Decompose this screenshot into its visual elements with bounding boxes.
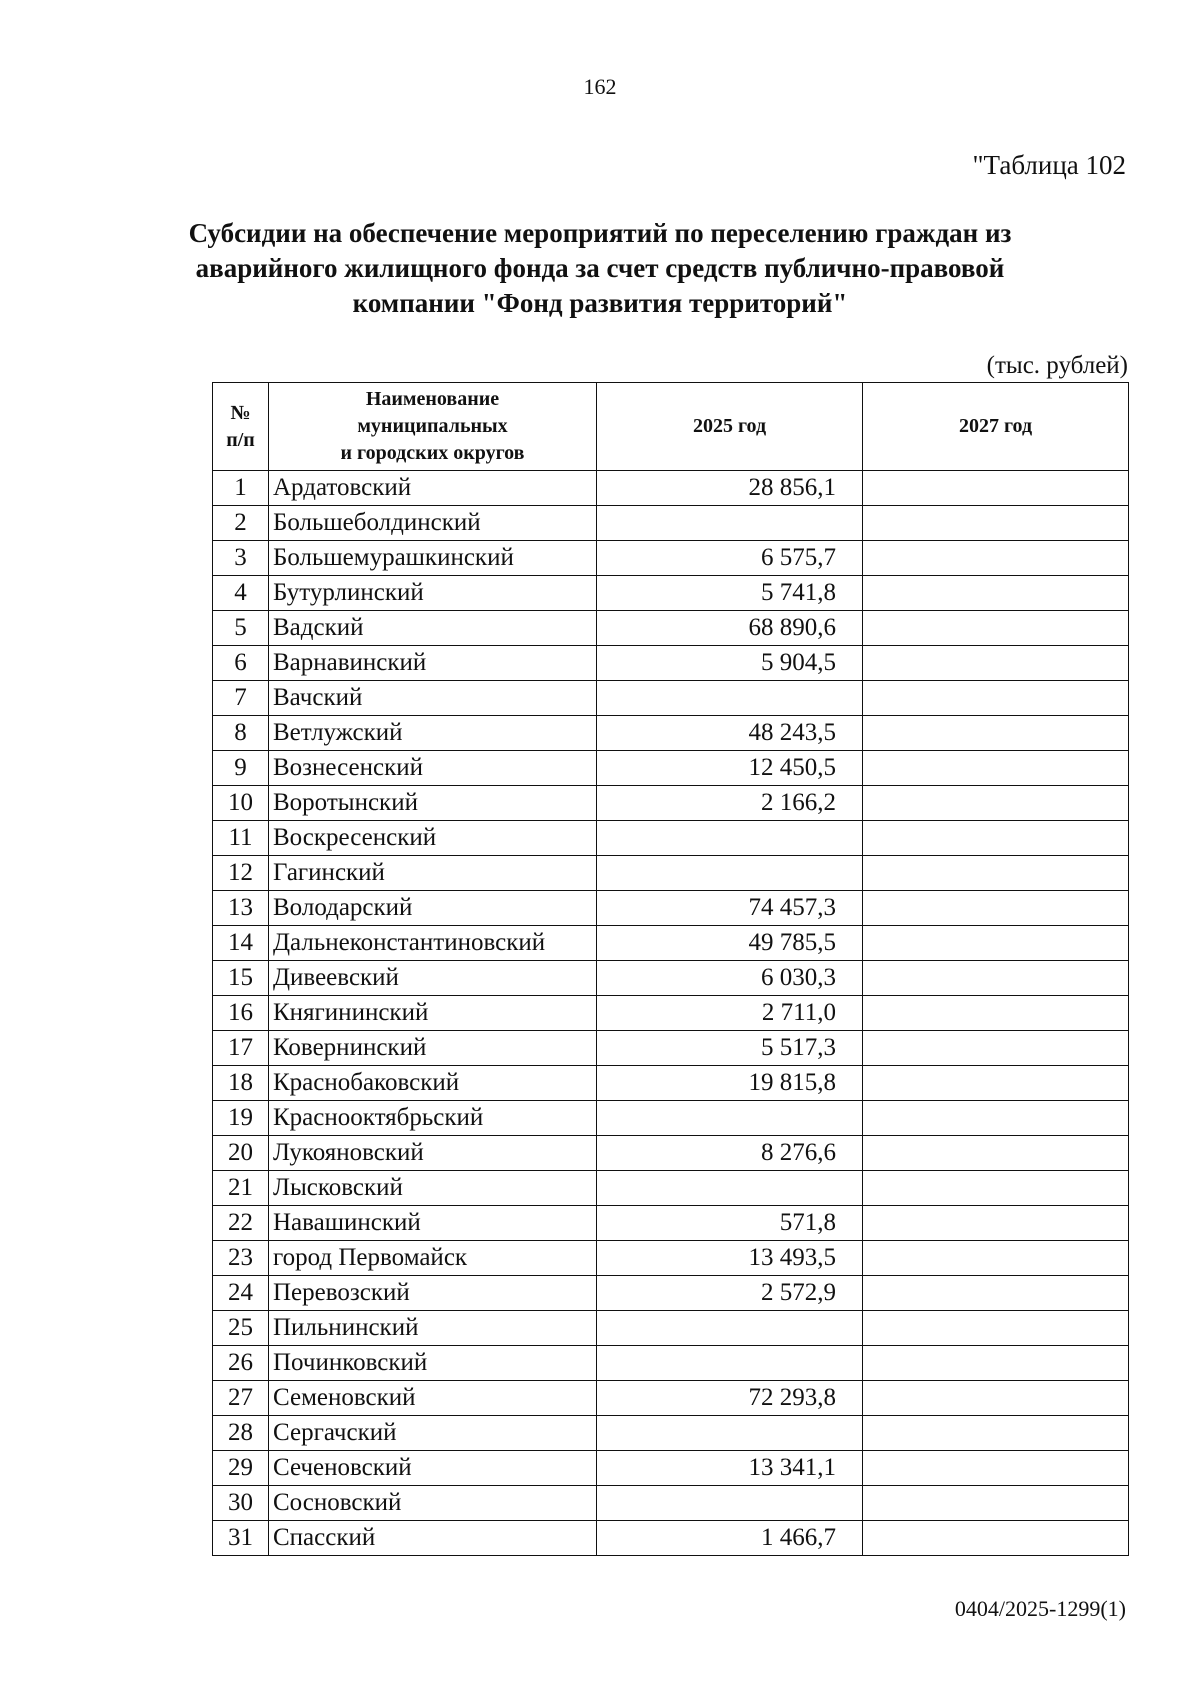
value-2025: 13 493,5 xyxy=(597,1241,863,1276)
value-2025: 19 815,8 xyxy=(597,1066,863,1101)
municipality-name: Дивеевский xyxy=(269,961,597,996)
row-number: 12 xyxy=(213,856,269,891)
row-number: 14 xyxy=(213,926,269,961)
municipality-name: Вознесенский xyxy=(269,751,597,786)
header-number xyxy=(213,383,269,471)
value-2025: 13 341,1 xyxy=(597,1451,863,1486)
table-row xyxy=(213,506,1129,541)
table-row xyxy=(213,1206,1129,1241)
header-name xyxy=(269,383,597,471)
value-2025: 6 575,7 xyxy=(597,541,863,576)
municipality-name: город Первомайск xyxy=(269,1241,597,1276)
value-2027 xyxy=(863,891,1129,926)
header-number-line: № xyxy=(230,401,251,424)
row-number: 9 xyxy=(213,751,269,786)
table-row xyxy=(213,1486,1129,1521)
row-number: 24 xyxy=(213,1276,269,1311)
table-row xyxy=(213,1416,1129,1451)
row-number: 29 xyxy=(213,1451,269,1486)
value-2027 xyxy=(863,681,1129,716)
value-2027 xyxy=(863,1486,1129,1521)
row-number: 19 xyxy=(213,1101,269,1136)
value-2027 xyxy=(863,506,1129,541)
row-number: 6 xyxy=(213,646,269,681)
value-2027 xyxy=(863,1521,1129,1556)
value-2027 xyxy=(863,1066,1129,1101)
value-2027 xyxy=(863,786,1129,821)
value-2027 xyxy=(863,1416,1129,1451)
value-2025: 49 785,5 xyxy=(597,926,863,961)
municipality-name: Ковернинский xyxy=(269,1031,597,1066)
municipality-name: Вадский xyxy=(269,611,597,646)
value-2025: 8 276,6 xyxy=(597,1136,863,1171)
value-2027 xyxy=(863,996,1129,1031)
value-2025: 571,8 xyxy=(597,1206,863,1241)
row-number: 25 xyxy=(213,1311,269,1346)
value-2027 xyxy=(863,1381,1129,1416)
value-2027 xyxy=(863,576,1129,611)
value-2027 xyxy=(863,1346,1129,1381)
table-row xyxy=(213,856,1129,891)
row-number: 28 xyxy=(213,1416,269,1451)
municipality-name: Краснобаковский xyxy=(269,1066,597,1101)
row-number: 3 xyxy=(213,541,269,576)
municipality-name: Воротынский xyxy=(269,786,597,821)
table-row xyxy=(213,1241,1129,1276)
row-number: 27 xyxy=(213,1381,269,1416)
table-row xyxy=(213,821,1129,856)
row-number: 23 xyxy=(213,1241,269,1276)
table-row xyxy=(213,1171,1129,1206)
value-2027 xyxy=(863,1451,1129,1486)
table-row xyxy=(213,1381,1129,1416)
table-row xyxy=(213,891,1129,926)
value-2025: 74 457,3 xyxy=(597,891,863,926)
table-row xyxy=(213,471,1129,506)
value-2025: 2 166,2 xyxy=(597,786,863,821)
value-2025: 2 572,9 xyxy=(597,1276,863,1311)
title-line: аварийного жилищного фонда за счет средств публично-правовой xyxy=(195,253,1005,283)
row-number: 15 xyxy=(213,961,269,996)
title-line: Субсидии на обеспечение мероприятий по переселению граждан из xyxy=(188,218,1012,248)
table-row xyxy=(213,996,1129,1031)
row-number: 21 xyxy=(213,1171,269,1206)
table-row xyxy=(213,926,1129,961)
table-row xyxy=(213,751,1129,786)
table-body xyxy=(213,471,1129,1556)
row-number: 20 xyxy=(213,1136,269,1171)
value-2025 xyxy=(597,506,863,541)
table-row xyxy=(213,576,1129,611)
value-2027 xyxy=(863,751,1129,786)
value-2027 xyxy=(863,926,1129,961)
municipality-name: Сосновский xyxy=(269,1486,597,1521)
header-2025: 2025 год xyxy=(597,383,863,471)
row-number: 18 xyxy=(213,1066,269,1101)
municipality-name: Пильнинский xyxy=(269,1311,597,1346)
page-number: 162 xyxy=(583,74,617,99)
value-2027 xyxy=(863,1241,1129,1276)
table-row xyxy=(213,681,1129,716)
row-number: 7 xyxy=(213,681,269,716)
table-row xyxy=(213,1521,1129,1556)
value-2027 xyxy=(863,1206,1129,1241)
row-number: 10 xyxy=(213,786,269,821)
row-number: 16 xyxy=(213,996,269,1031)
municipality-name: Лысковский xyxy=(269,1171,597,1206)
value-2025: 2 711,0 xyxy=(597,996,863,1031)
value-2025 xyxy=(597,1101,863,1136)
row-number: 30 xyxy=(213,1486,269,1521)
row-number: 11 xyxy=(213,821,269,856)
value-2027 xyxy=(863,716,1129,751)
value-2027 xyxy=(863,856,1129,891)
table-header-row xyxy=(213,383,1129,471)
table-row xyxy=(213,1136,1129,1171)
municipality-name: Сеченовский xyxy=(269,1451,597,1486)
value-2025: 5 904,5 xyxy=(597,646,863,681)
row-number: 8 xyxy=(213,716,269,751)
units-label: (тыс. рублей) xyxy=(986,352,1128,379)
value-2025 xyxy=(597,821,863,856)
table-row xyxy=(213,1066,1129,1101)
value-2025 xyxy=(597,681,863,716)
municipality-name: Варнавинский xyxy=(269,646,597,681)
table-row xyxy=(213,541,1129,576)
value-2027 xyxy=(863,1171,1129,1206)
municipality-name: Перевозский xyxy=(269,1276,597,1311)
municipality-name: Воскресенский xyxy=(269,821,597,856)
row-number: 13 xyxy=(213,891,269,926)
row-number: 1 xyxy=(213,471,269,506)
table-row xyxy=(213,786,1129,821)
municipality-name: Починковский xyxy=(269,1346,597,1381)
row-number: 4 xyxy=(213,576,269,611)
table-row xyxy=(213,1276,1129,1311)
value-2025: 1 466,7 xyxy=(597,1521,863,1556)
table-row xyxy=(213,646,1129,681)
value-2027 xyxy=(863,821,1129,856)
header-number-line: п/п xyxy=(226,428,255,451)
value-2025: 68 890,6 xyxy=(597,611,863,646)
row-number: 17 xyxy=(213,1031,269,1066)
municipality-name: Ардатовский xyxy=(269,471,597,506)
row-number: 31 xyxy=(213,1521,269,1556)
table-row xyxy=(213,1101,1129,1136)
table-row xyxy=(213,961,1129,996)
value-2027 xyxy=(863,961,1129,996)
value-2025 xyxy=(597,856,863,891)
value-2025 xyxy=(597,1346,863,1381)
value-2025: 12 450,5 xyxy=(597,751,863,786)
value-2027 xyxy=(863,1101,1129,1136)
document-title xyxy=(150,216,1050,321)
value-2025 xyxy=(597,1311,863,1346)
row-number: 22 xyxy=(213,1206,269,1241)
header-name-line: Наименование xyxy=(365,388,500,410)
municipality-name: Спасский xyxy=(269,1521,597,1556)
value-2027 xyxy=(863,1031,1129,1066)
value-2027 xyxy=(863,1136,1129,1171)
municipality-name: Вачский xyxy=(269,681,597,716)
value-2025 xyxy=(597,1486,863,1521)
value-2025: 5 517,3 xyxy=(597,1031,863,1066)
row-number: 26 xyxy=(213,1346,269,1381)
value-2027 xyxy=(863,541,1129,576)
municipality-name: Большеболдинский xyxy=(269,506,597,541)
value-2025 xyxy=(597,1416,863,1451)
row-number: 2 xyxy=(213,506,269,541)
value-2025: 6 030,3 xyxy=(597,961,863,996)
municipality-name: Лукояновский xyxy=(269,1136,597,1171)
value-2025: 48 243,5 xyxy=(597,716,863,751)
value-2027 xyxy=(863,1276,1129,1311)
header-name-line: муниципальных xyxy=(357,415,508,437)
value-2027 xyxy=(863,611,1129,646)
subsidies-table xyxy=(212,382,1129,1556)
title-line: компании "Фонд развития территорий" xyxy=(352,288,848,318)
municipality-name: Княгининский xyxy=(269,996,597,1031)
value-2025: 5 741,8 xyxy=(597,576,863,611)
municipality-name: Семеновский xyxy=(269,1381,597,1416)
row-number: 5 xyxy=(213,611,269,646)
table-row xyxy=(213,1451,1129,1486)
document-code: 0404/2025-1299(1) xyxy=(954,1596,1126,1621)
municipality-name: Гагинский xyxy=(269,856,597,891)
value-2027 xyxy=(863,471,1129,506)
table-row xyxy=(213,1311,1129,1346)
value-2025: 28 856,1 xyxy=(597,471,863,506)
municipality-name: Дальнеконстантиновский xyxy=(269,926,597,961)
header-2027: 2027 год xyxy=(863,383,1129,471)
table-row xyxy=(213,1031,1129,1066)
table-caption: "Таблица 102 xyxy=(972,150,1126,180)
value-2027 xyxy=(863,646,1129,681)
table-row xyxy=(213,716,1129,751)
municipality-name: Навашинский xyxy=(269,1206,597,1241)
table-row xyxy=(213,611,1129,646)
table-row xyxy=(213,1346,1129,1381)
value-2027 xyxy=(863,1311,1129,1346)
header-name-line: и городских округов xyxy=(340,442,525,464)
municipality-name: Сергачский xyxy=(269,1416,597,1451)
municipality-name: Большемурашкинский xyxy=(269,541,597,576)
municipality-name: Бутурлинский xyxy=(269,576,597,611)
municipality-name: Володарский xyxy=(269,891,597,926)
value-2025 xyxy=(597,1171,863,1206)
value-2025: 72 293,8 xyxy=(597,1381,863,1416)
municipality-name: Ветлужский xyxy=(269,716,597,751)
municipality-name: Краснооктябрьский xyxy=(269,1101,597,1136)
